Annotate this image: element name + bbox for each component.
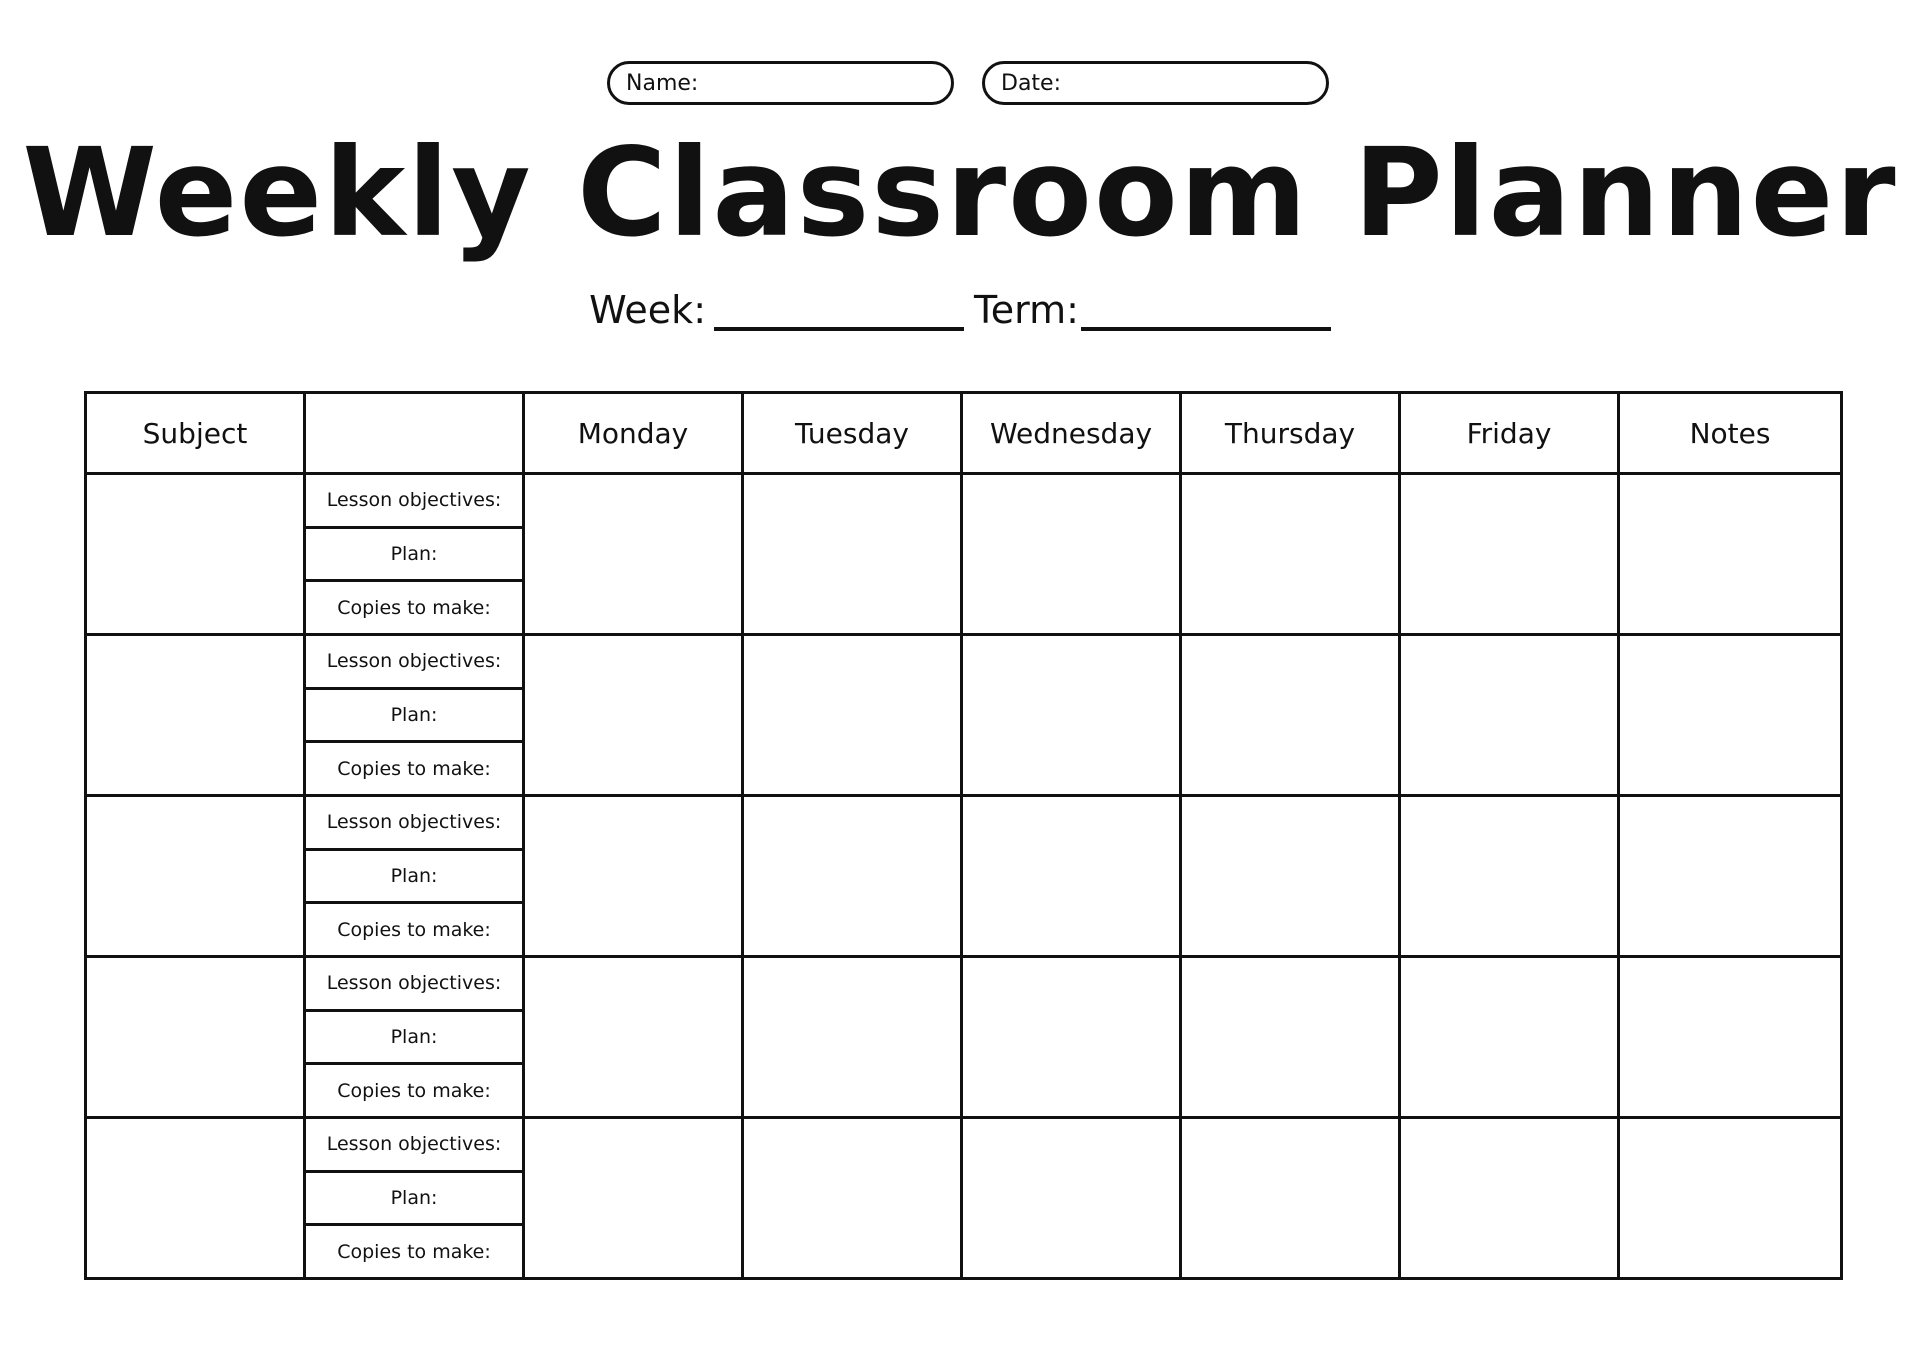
monday-cell[interactable] (524, 1118, 743, 1279)
friday-cell[interactable] (1400, 796, 1619, 957)
header-blank (305, 393, 524, 474)
lesson-objectives-label: Lesson objectives: (306, 958, 522, 1012)
page-title: Weekly Classroom Planner (22, 122, 1898, 264)
date-label: Date: (1001, 70, 1061, 96)
table-row (86, 796, 1842, 957)
week-blank-line[interactable] (714, 287, 964, 331)
notes-cell[interactable] (1619, 635, 1842, 796)
notes-cell[interactable] (1619, 1118, 1842, 1279)
header-subject: Subject (86, 393, 305, 474)
thursday-cell[interactable] (1181, 474, 1400, 635)
plan-label: Plan: (306, 1012, 522, 1066)
wednesday-cell[interactable] (962, 1118, 1181, 1279)
subject-cell[interactable] (86, 635, 305, 796)
copies-to-make-label: Copies to make: (337, 1240, 491, 1263)
notes-cell[interactable] (1619, 957, 1842, 1118)
tuesday-cell[interactable] (743, 635, 962, 796)
friday-cell[interactable] (1400, 957, 1619, 1118)
header-notes: Notes (1619, 393, 1842, 474)
copies-to-make-label: Copies to make: (337, 918, 491, 941)
subject-cell[interactable] (86, 796, 305, 957)
name-label: Name: (626, 70, 699, 96)
lesson-details-cell (305, 474, 524, 635)
term-label: Term: (974, 288, 1079, 332)
wednesday-cell[interactable] (962, 957, 1181, 1118)
plan-label: Plan: (306, 1173, 522, 1227)
plan-label: Plan: (306, 851, 522, 905)
lesson-details-list (306, 636, 522, 794)
lesson-objectives-label: Lesson objectives: (306, 1119, 522, 1173)
copies-to-make-label: Copies to make: (337, 1079, 491, 1102)
copies-to-make-label: Copies to make: (337, 596, 491, 619)
notes-cell[interactable] (1619, 474, 1842, 635)
plan-label: Plan: (306, 690, 522, 744)
friday-cell[interactable] (1400, 635, 1619, 796)
table-row (86, 474, 1842, 635)
lesson-objectives-label: Lesson objectives: (306, 797, 522, 851)
header-tuesday: Tuesday (743, 393, 962, 474)
thursday-cell[interactable] (1181, 796, 1400, 957)
header-wednesday: Wednesday (962, 393, 1181, 474)
notes-cell[interactable] (1619, 796, 1842, 957)
subject-cell[interactable] (86, 474, 305, 635)
wednesday-cell[interactable] (962, 635, 1181, 796)
header-monday: Monday (524, 393, 743, 474)
table-row (86, 635, 1842, 796)
lesson-details-list (306, 797, 522, 955)
table-row (86, 1118, 1842, 1279)
wednesday-cell[interactable] (962, 474, 1181, 635)
plan-label: Plan: (306, 529, 522, 583)
tuesday-cell[interactable] (743, 474, 962, 635)
term-blank-line[interactable] (1081, 287, 1331, 331)
monday-cell[interactable] (524, 957, 743, 1118)
week-term-row (0, 285, 1920, 335)
name-field[interactable] (607, 61, 954, 105)
subject-cell[interactable] (86, 957, 305, 1118)
lesson-details-list (306, 1119, 522, 1277)
lesson-objectives-label: Lesson objectives: (306, 636, 522, 690)
wednesday-cell[interactable] (962, 796, 1181, 957)
lesson-details-cell (305, 796, 524, 957)
header-row (86, 393, 1842, 474)
thursday-cell[interactable] (1181, 957, 1400, 1118)
date-field[interactable] (982, 61, 1329, 105)
lesson-details-cell (305, 1118, 524, 1279)
lesson-objectives-label: Lesson objectives: (306, 475, 522, 529)
monday-cell[interactable] (524, 635, 743, 796)
lesson-details-list (306, 958, 522, 1116)
lesson-details-list (306, 475, 522, 633)
monday-cell[interactable] (524, 796, 743, 957)
thursday-cell[interactable] (1181, 635, 1400, 796)
subject-cell[interactable] (86, 1118, 305, 1279)
lesson-details-cell (305, 635, 524, 796)
copies-to-make-label: Copies to make: (337, 757, 491, 780)
lesson-details-cell (305, 957, 524, 1118)
tuesday-cell[interactable] (743, 796, 962, 957)
tuesday-cell[interactable] (743, 957, 962, 1118)
header-thursday: Thursday (1181, 393, 1400, 474)
friday-cell[interactable] (1400, 1118, 1619, 1279)
planner-table (84, 391, 1843, 1280)
table-row (86, 957, 1842, 1118)
week-label: Week: (589, 288, 706, 332)
header-friday: Friday (1400, 393, 1619, 474)
thursday-cell[interactable] (1181, 1118, 1400, 1279)
tuesday-cell[interactable] (743, 1118, 962, 1279)
monday-cell[interactable] (524, 474, 743, 635)
friday-cell[interactable] (1400, 474, 1619, 635)
